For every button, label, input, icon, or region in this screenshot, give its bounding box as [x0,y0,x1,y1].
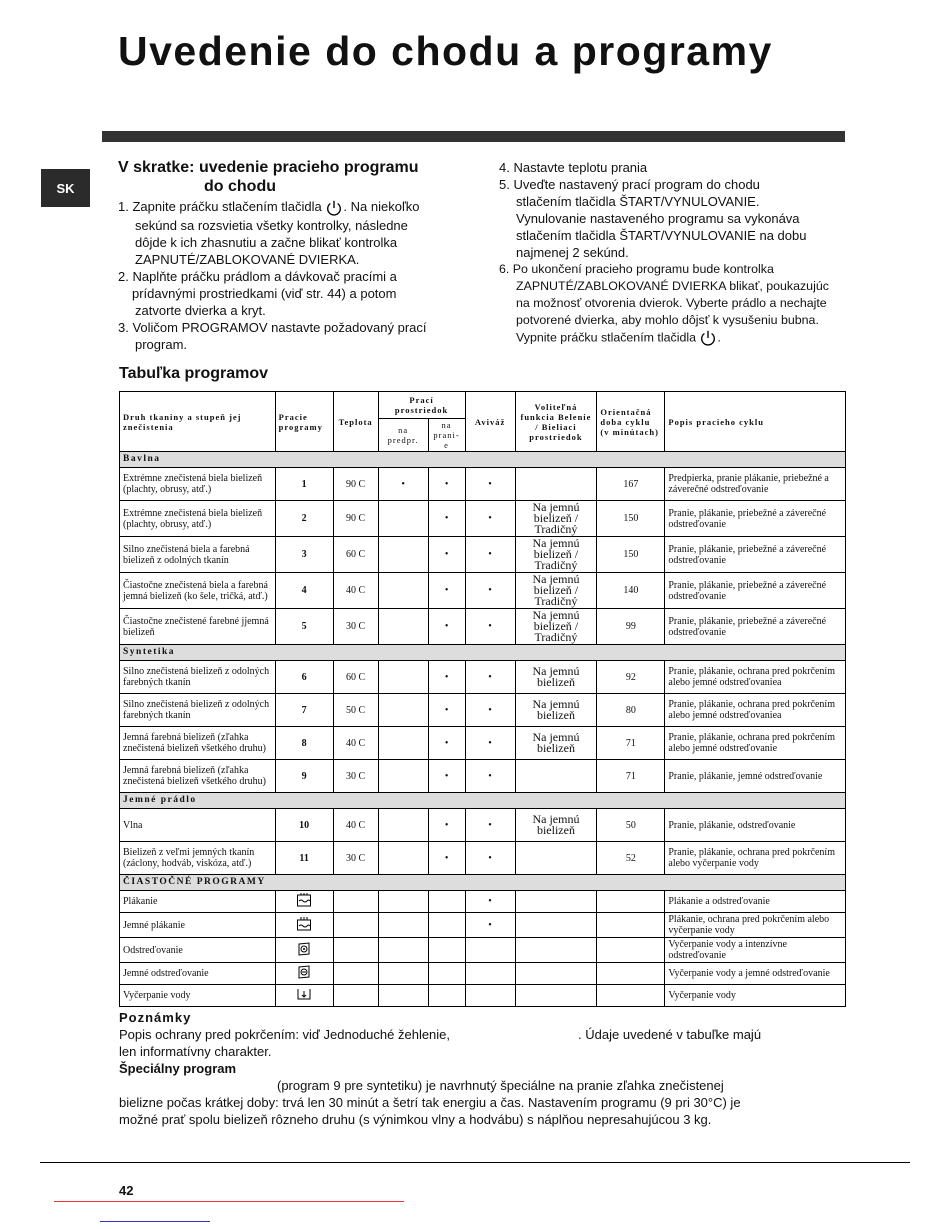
section-label: Syntetika [120,645,846,661]
wash-cell: • [428,661,465,694]
program-number: 6 [275,661,333,694]
description-cell: Pranie, plákanie, ochrana pred pokrčením alebo jemné odstreďovanie [665,727,846,760]
description-cell: Vyčerpanie vody a jemné odstreďovanie [665,963,846,985]
duration-cell: 50 [597,809,665,842]
program-number: 7 [275,694,333,727]
fabric-cell: Čiastočne znečistená biela a farebná jemná bielizeň (ko šele, tričká, atď.) [120,573,276,609]
temperature-cell: 40 C [333,727,378,760]
description-cell: Pranie, plákanie, priebežné a záverečné odstreďovanie [665,573,846,609]
softener-cell: • [465,727,515,760]
wash-cell: • [428,501,465,537]
header-temperature: Teplota [333,392,378,452]
table-row [120,963,846,985]
optional-function-cell [515,468,597,501]
wash-cell: • [428,537,465,573]
fabric-cell: Plákanie [120,891,276,913]
wash-cell: • [428,727,465,760]
fabric-cell: Vlna [120,809,276,842]
notes-heading: Poznámky [119,1010,192,1025]
notes-section: Poznámky Popis ochrany pred pokrčením: viď Jednoduché žehlenie, . Údaje uvedené v tabuľke majú len informatívny charakter. Špeciálny program (program 9 pre syntetiku) je navrhnutý špeciálne na pranie zľahka znečistenej bielizne počas krátkej doby: trvá len 30 minút a šetrí tak energiu a čas. Nastavením programu (9 pri 30°C) je možné prať spolu bielizeň rôzneho druhu (s výnimkou vlny a hodvábu) s náplňou nepresahujúcou 3 kg. [119,1009,844,1128]
softener-cell [465,938,515,963]
program-number: 4 [275,573,333,609]
temperature-cell: 40 C [333,809,378,842]
prewash-cell [378,501,428,537]
duration-cell: 150 [597,537,665,573]
temperature-cell: 30 C [333,609,378,645]
fabric-cell: Jemné odstreďovanie [120,963,276,985]
header-optional: Voliteľná funkcia Belenie / Bieliaci prostriedok [515,392,597,452]
program-number: 3 [275,537,333,573]
temperature-cell: 30 C [333,760,378,793]
table-row [120,913,846,938]
description-cell: Pranie, plákanie, priebežné a záverečné odstreďovanie [665,609,846,645]
description-cell: Pranie, plákanie, ochrana pred pokrčením alebo jemné odstreďovaniea [665,694,846,727]
duration-cell: 92 [597,661,665,694]
table-row [120,609,846,645]
table-title: Tabuľka programov [119,365,269,382]
optional-function-cell: Na jemnú bielizeň / Tradičný [515,609,597,645]
prewash-cell [378,694,428,727]
table-row [120,661,846,694]
program-number: 11 [275,842,333,875]
special-program-heading: Špeciálny program [119,1061,237,1076]
temperature-cell: 50 C [333,694,378,727]
quick-start-heading: V skratke: uvedenie pracieho programu do chodu [118,159,419,195]
softener-cell [465,963,515,985]
section-row [120,875,846,891]
wash-cell: • [428,694,465,727]
step-5: 5. Uveďte nastavený prací program do chodu stlačením tlačidla ŠTART/VYNULOVANIE. Vynulovanie nastaveného programu sa vykonáva stlačením tlačidla ŠTART/VYNULOVANIE na dobu najmenej 2 sekúnd. [499,177,807,260]
section-label: Jemné prádlo [120,793,846,809]
table-row [120,938,846,963]
section-row [120,452,846,468]
description-cell: Pranie, plákanie, ochrana pred pokrčením alebo vyčerpanie vody [665,842,846,875]
description-cell: Plákanie a odstreďovanie [665,891,846,913]
description-cell: Vyčerpanie vody [665,985,846,1007]
softener-cell: • [465,661,515,694]
softener-cell: • [465,501,515,537]
language-tab: SK [41,169,90,207]
fabric-cell: Extrémne znečistená biela bielizeň (plachty, obrusy, atď.) [120,468,276,501]
table-row [120,501,846,537]
softener-cell: • [465,891,515,913]
header-wash: na prani-e [428,419,465,452]
program-number: 5 [275,609,333,645]
duration-cell: 80 [597,694,665,727]
header-softener: Aviváž [465,392,515,452]
softener-cell: • [465,913,515,938]
page-number: 42 [119,1183,134,1198]
table-row [120,760,846,793]
softener-cell: • [465,468,515,501]
wash-cell: • [428,573,465,609]
power-icon [699,329,717,347]
description-cell: Pranie, plákanie, ochrana pred pokrčením alebo jemné odstreďovaniea [665,661,846,694]
optional-function-cell: Na jemnú bielizeň [515,727,597,760]
softener-cell: • [465,537,515,573]
prewash-cell [378,842,428,875]
optional-function-cell: Na jemnú bielizeň [515,661,597,694]
quick-start-steps-cont [499,159,839,347]
softener-cell: • [465,694,515,727]
table-row [120,842,846,875]
wash-cell: • [428,842,465,875]
power-icon [325,199,343,217]
prewash-cell [378,609,428,645]
fabric-cell: Odstreďovanie [120,938,276,963]
fabric-cell: Jemná farebná bielizeň (zľahka znečistená bielizeň všetkého druhu) [120,727,276,760]
program-table [119,391,846,1007]
wash-cell: • [428,760,465,793]
description-cell: Pranie, plákanie, jemné odstreďovanie [665,760,846,793]
header-duration: Orientačná doba cyklu (v minútach) [597,392,665,452]
blue-rule [100,1221,210,1222]
table-row [120,891,846,913]
description-cell: Pranie, plákanie, priebežné a záverečné odstreďovanie [665,501,846,537]
page-title: Uvedenie do chodu a programy [118,28,773,74]
prewash-cell [378,661,428,694]
table-row [120,537,846,573]
gentle-spin-icon [275,963,333,985]
footer-divider [40,1162,910,1163]
program-number: 1 [275,468,333,501]
fabric-cell: Jemná farebná bielizeň (zľahka znečistená bielizeň všetkého druhu) [120,760,276,793]
gentle-rinse-icon [275,913,333,938]
prewash-cell [378,809,428,842]
prewash-cell [378,727,428,760]
program-number: 2 [275,501,333,537]
optional-function-cell: Na jemnú bielizeň / Tradičný [515,501,597,537]
optional-function-cell: Na jemnú bielizeň [515,694,597,727]
header-detergent: Prací prostriedok [378,392,465,419]
table-row [120,468,846,501]
header-fabric: Druh tkaniny a stupeň jej znečistenia [120,392,276,452]
fabric-cell: Silno znečistená biela a farebná bielizeň z odolných tkanín [120,537,276,573]
description-cell: Pranie, plákanie, odstreďovanie [665,809,846,842]
description-cell: Vyčerpanie vody a intenzívne odstreďovanie [665,938,846,963]
prewash-cell [378,537,428,573]
optional-function-cell: Na jemnú bielizeň / Tradičný [515,537,597,573]
duration-cell: 52 [597,842,665,875]
softener-cell: • [465,842,515,875]
red-rule [54,1201,404,1202]
softener-cell: • [465,609,515,645]
optional-function-cell: Na jemnú bielizeň [515,809,597,842]
step-4: 4. Nastavte teplotu prania [499,160,648,175]
table-row [120,727,846,760]
temperature-cell: 30 C [333,842,378,875]
fabric-cell: Vyčerpanie vody [120,985,276,1007]
table-row [120,985,846,1007]
section-label: Bavlna [120,452,846,468]
step-6: 6. Po ukončení pracieho programu bude kontrolka ZAPNUTÉ/ZABLOKOVANÉ DVIERKA blikať, poukazujúc na možnosť otvorenia dvierok. Vyberte prádlo a nechajte potvorené dvierka, aby mohlo dôjsť k vysušeniu bubna. Vypnite práčku stlačením tlačidla . [499,261,839,347]
temperature-cell: 60 C [333,661,378,694]
table-row [120,573,846,609]
program-number: 8 [275,727,333,760]
description-cell: Plákanie, ochrana pred pokrčením alebo vyčerpanie vody [665,913,846,938]
program-number: 9 [275,760,333,793]
optional-function-cell [515,842,597,875]
temperature-cell: 60 C [333,537,378,573]
softener-cell [465,985,515,1007]
temperature-cell: 90 C [333,501,378,537]
section-row [120,645,846,661]
softener-cell: • [465,760,515,793]
spin-icon [275,938,333,963]
step-2: 2. Naplňte práčku prádlom a dávkovač pracími a prídavnými prostriedkami (viď str. 44) a potom zatvorte dvierka a kryt. [118,268,397,318]
section-label: ČIASTOČNÉ PROGRAMY [120,875,846,891]
drain-icon [275,985,333,1007]
title-divider [102,131,845,142]
program-number: 10 [275,809,333,842]
softener-cell: • [465,573,515,609]
duration-cell: 71 [597,760,665,793]
duration-cell: 167 [597,468,665,501]
fabric-cell: Silno znečistená bielizeň z odolných farebných tkanín [120,661,276,694]
wash-cell: • [428,809,465,842]
fabric-cell: Jemné plákanie [120,913,276,938]
prewash-cell [378,760,428,793]
header-prewash: na predpr. [378,419,428,452]
prewash-cell [378,573,428,609]
header-description: Popis pracieho cyklu [665,392,846,452]
description-cell: Predpierka, pranie plákanie, priebežné a záverečné odstreďovanie [665,468,846,501]
prewash-cell: • [378,468,428,501]
step-1: 1. Zapnite práčku stlačením tlačidla . Na niekoľko sekúnd sa rozsvietia všetky kontrolky, následne dôjde k ich zhasnutiu a začne blikať kontrolka ZAPNUTÉ/ZABLOKOVANÉ DVIERKA. [118,199,420,267]
softener-cell: • [465,809,515,842]
duration-cell: 140 [597,573,665,609]
duration-cell: 150 [597,501,665,537]
wash-cell: • [428,609,465,645]
rinse-icon [275,891,333,913]
fabric-cell: Bielizeň z veľmi jemných tkanín (záclony, hodváb, viskóza, atď.) [120,842,276,875]
duration-cell: 71 [597,727,665,760]
table-row [120,694,846,727]
temperature-cell: 40 C [333,573,378,609]
fabric-cell: Silno znečistená bielizeň z odolných farebných tkanín [120,694,276,727]
header-programs: Pracie programy [275,392,333,452]
fabric-cell: Čiastočne znečistené farebné jjemná bielizeň [120,609,276,645]
optional-function-cell: Na jemnú bielizeň / Tradičný [515,573,597,609]
step-3: 3. Voličom PROGRAMOV nastavte požadovaný prací program. [118,319,427,352]
description-cell: Pranie, plákanie, priebežné a záverečné odstreďovanie [665,537,846,573]
fabric-cell: Extrémne znečistená biela bielizeň (plachty, obrusy, atď.) [120,501,276,537]
optional-function-cell [515,760,597,793]
quick-start-steps [118,158,460,353]
table-row [120,809,846,842]
duration-cell: 99 [597,609,665,645]
wash-cell: • [428,468,465,501]
section-row [120,793,846,809]
temperature-cell: 90 C [333,468,378,501]
